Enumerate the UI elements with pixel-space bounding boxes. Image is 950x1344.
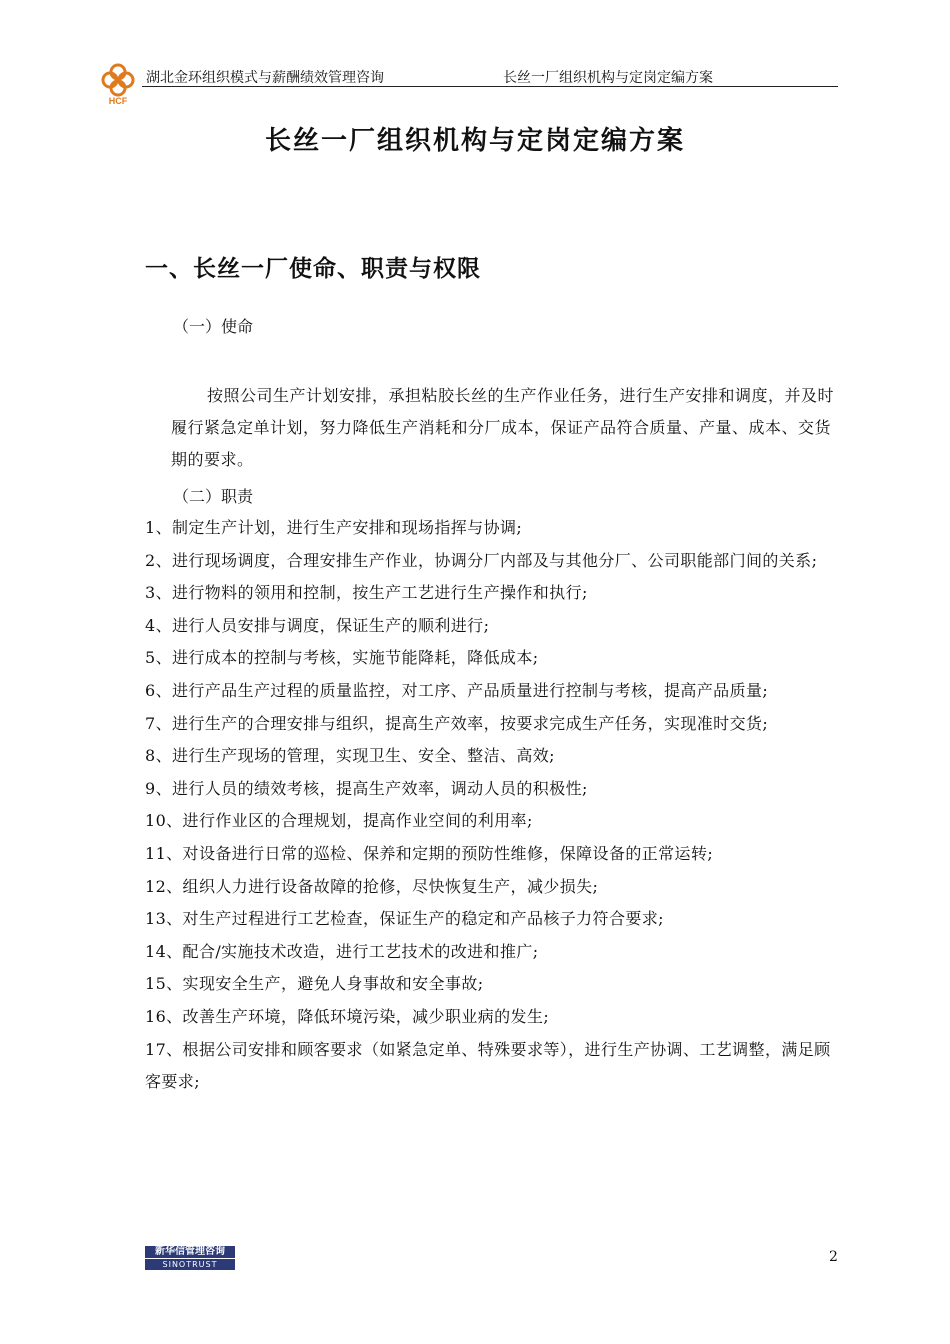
page-header [98, 62, 840, 108]
duties-list [145, 512, 840, 1099]
header-company-text: 湖北金环组织模式与薪酬绩效管理咨询 [146, 70, 384, 86]
section-title: 一、长丝一厂使命、职责与权限 [145, 255, 481, 282]
duty-item: 5、进行成本的控制与考核，实施节能降耗，降低成本; [145, 648, 539, 668]
footer-logo-en: SINOTRUST [145, 1258, 235, 1270]
duty-item: 8、进行生产现场的管理，实现卫生、安全、整洁、高效; [145, 746, 555, 766]
duties-heading: （二）职责 [173, 487, 254, 506]
hcf-logo [98, 62, 138, 108]
duty-item: 12、组织人力进行设备故障的抢修，尽快恢复生产，减少损失; [145, 876, 599, 896]
duty-item: 9、进行人员的绩效考核，提高生产效率，调动人员的积极性; [145, 778, 588, 798]
duty-item: 14、配合/实施技术改造，进行工艺技术的改进和推广; [145, 941, 539, 961]
header-divider [142, 86, 838, 87]
duty-item: 16、改善生产环境，降低环境污染，减少职业病的发生; [145, 1006, 550, 1026]
sinotrust-logo [145, 1246, 235, 1270]
header-document-text: 长丝一厂组织机构与定岗定编方案 [503, 70, 713, 86]
mission-heading: （一）使命 [173, 317, 254, 336]
duty-item: 10、进行作业区的合理规划，提高作业空间的利用率; [145, 811, 533, 831]
duty-item: 1、制定生产计划，进行生产安排和现场指挥与协调; [145, 518, 523, 537]
duty-item: 3、进行物料的领用和控制，按生产工艺进行生产操作和执行; [145, 583, 588, 603]
duty-item: 13、对生产过程进行工艺检查，保证生产的稳定和产品核子力符合要求; [145, 909, 664, 929]
duty-item: 11、对设备进行日常的巡检、保养和定期的预防性维修，保障设备的正常运转; [145, 843, 714, 863]
page-number: 2 [829, 1249, 838, 1265]
duty-item: 4、进行人员安排与调度，保证生产的顺利进行; [145, 615, 490, 635]
mission-paragraph: 按照公司生产计划安排，承担粘胶长丝的生产作业任务，进行生产安排和调度，并及时履行紧急定单计划，努力降低生产消耗和分厂成本，保证产品符合质量、产量、成本、交货期的要求。 [171, 386, 835, 469]
footer-logo-cn: 新华信管理咨询 [155, 1246, 225, 1257]
duty-item: 17、根据公司安排和顾客要求（如紧急定单、特殊要求等），进行生产协调、工艺调整，满足顾客要求; [145, 1039, 831, 1092]
document-title: 长丝一厂组织机构与定岗定编方案 [264, 126, 685, 156]
logo-text: HCF [108, 96, 128, 106]
duty-item: 6、进行产品生产过程的质量监控，对工序、产品质量进行控制与考核，提高产品质量; [145, 680, 769, 700]
duty-item: 2、进行现场调度，合理安排生产作业，协调分厂内部及与其他分厂、公司职能部门间的关系; [145, 550, 818, 570]
duty-item: 15、实现安全生产，避免人身事故和安全事故; [145, 974, 484, 994]
duty-item: 7、进行生产的合理安排与组织，提高生产效率，按要求完成生产任务，实现准时交货; [145, 713, 769, 733]
